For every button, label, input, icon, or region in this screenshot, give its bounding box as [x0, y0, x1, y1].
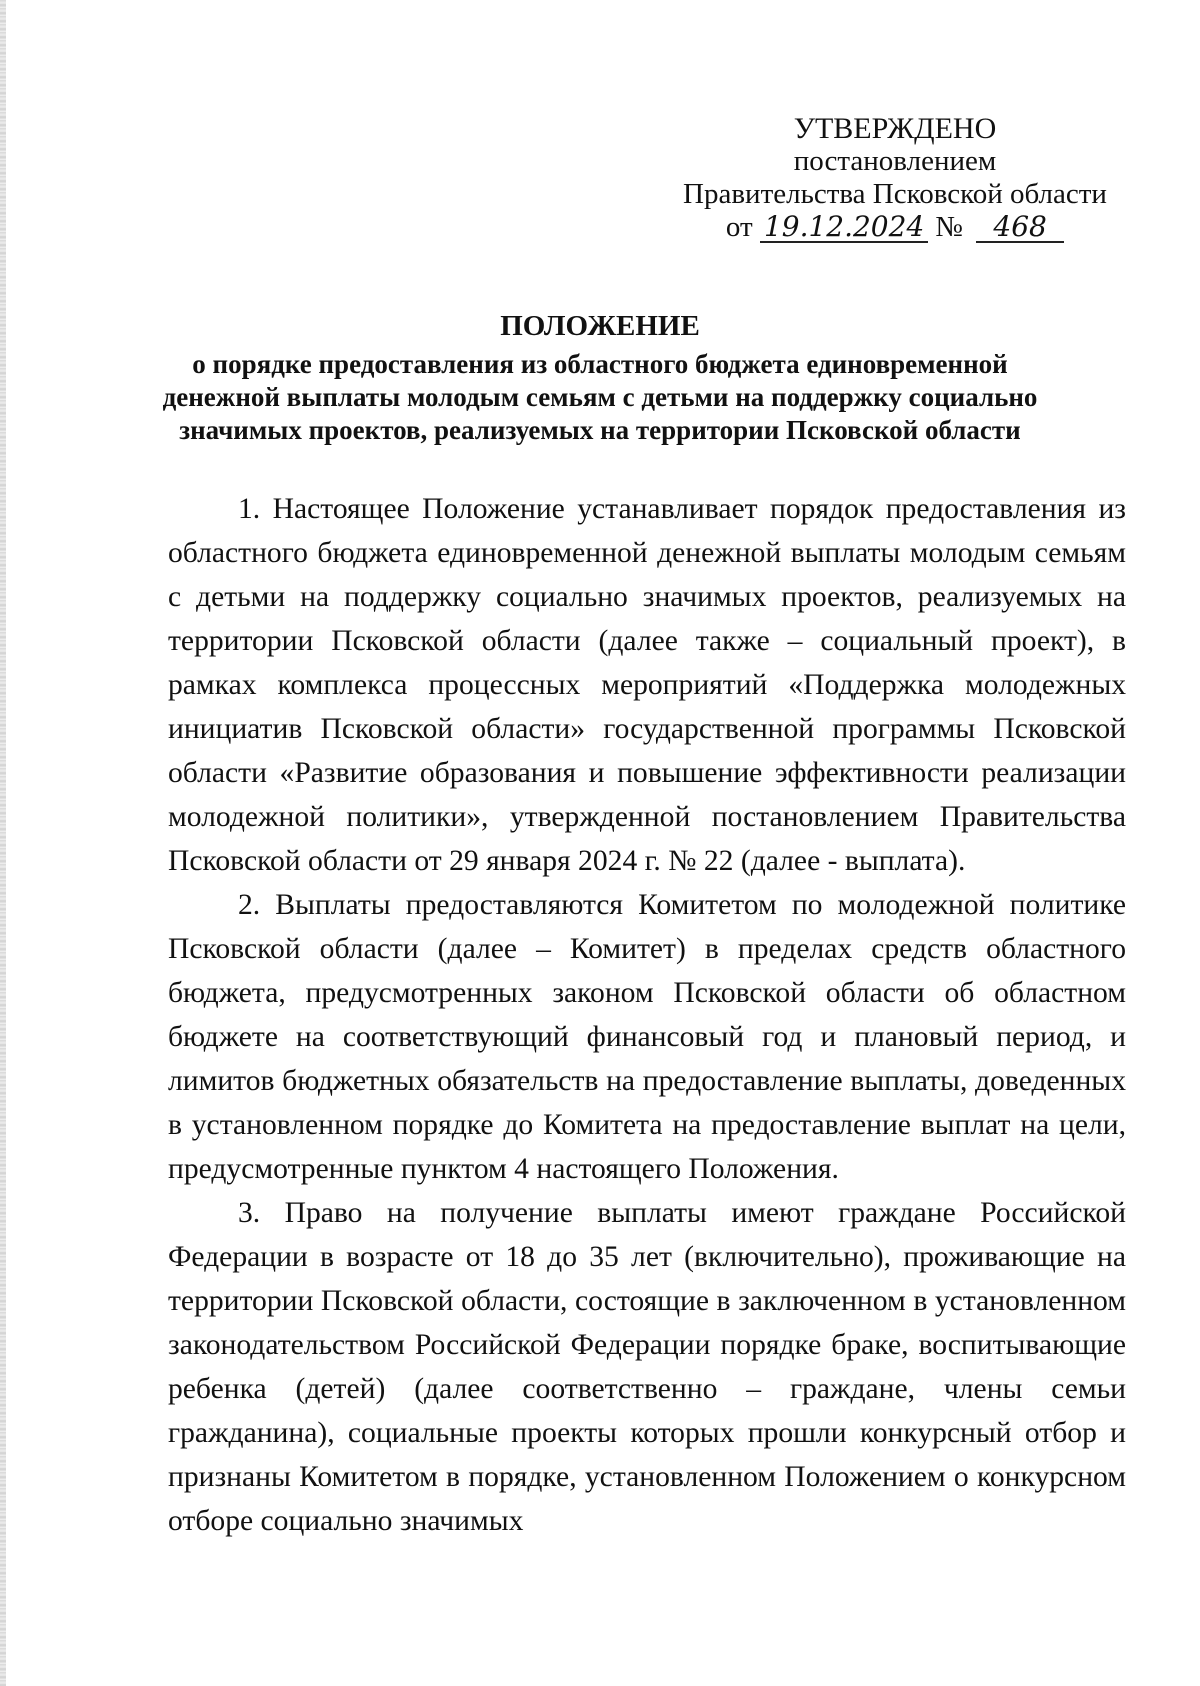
approval-government-line: Правительства Псковской области [683, 178, 1107, 210]
number-sign: № [935, 211, 963, 243]
approval-heading: УТВЕРЖДЕНО [793, 112, 997, 145]
approval-decree-line: постановлением [793, 145, 997, 177]
paragraph-3: 3. Право на получение выплаты имеют граждане Российской Федерации в возрасте от 18 до 35 лет (включительно), проживающие на территории Псковской области, состоящие в заключенном в установленном законодательством Российской Федерации порядке браке, воспитывающие ребенка (детей) (далее соответственно – граждане, члены семьи гражданина), социальные проекты которых прошли конкурсный отбор и признаны Комитетом в порядке, установленном Положением о конкурсном отборе социально значимых [168, 1197, 1126, 1537]
document-subtitle: о порядке предоставления из областного бюджета единовременной денежной выплаты молодым семьям с детьми на поддержку социально значимых проектов, реализуемых на территории Псковской области [162, 349, 1038, 445]
document-title: ПОЛОЖЕНИЕ [500, 310, 700, 342]
paragraph-2: 2. Выплаты предоставляются Комитетом по молодежной политике Псковской области (далее – Комитет) в пределах средств областного бюджета, предусмотренных законом Псковской области об областном бюджете на соответствующий финансовый год и плановый период, и лимитов бюджетных обязательств на предоставление выплаты, доведенных в установленном порядке до Комитета на предоставление выплат на цели, предусмотренные пунктом 4 настоящего Положения. [168, 889, 1126, 1185]
from-label: от [725, 211, 753, 243]
paragraph-1: 1. Настоящее Положение устанавливает порядок предоставления из областного бюджета единовременной денежной выплаты молодым семьям с детьми на поддержку социально значимых проектов, реализуемых на территории Псковской области (далее также – социальный проект), в рамках комплекса процессных мероприятий «Поддержка молодежных инициатив Псковской области» государственной программы Псковской области «Развитие образования и повышение эффективности реализации молодежной политики», утвержденной постановлением Правительства Псковской области от 29 января 2024 г. № 22 (далее - выплата). [168, 493, 1126, 877]
scan-edge [0, 0, 6, 1686]
handwritten-number: 468 [976, 213, 1064, 243]
document-title-block [140, 308, 1060, 447]
handwritten-date: 19.12.2024 [760, 213, 928, 243]
approval-date-line [660, 211, 1130, 244]
document-body [168, 487, 1126, 1543]
approval-stamp [660, 112, 1130, 244]
